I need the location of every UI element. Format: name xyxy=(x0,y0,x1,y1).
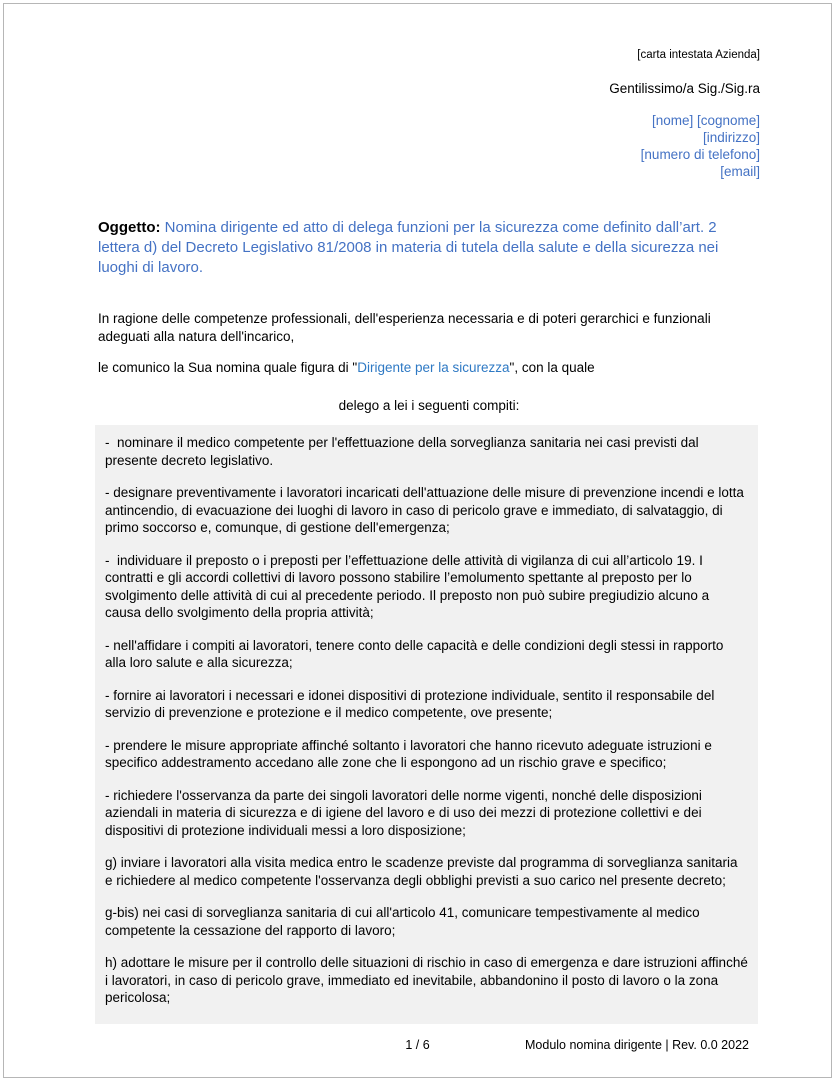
task-item: g) inviare i lavoratori alla visita medica entro le scadenze previste dal programma di sorveglianza sanitaria e richiedere al medico competente l'osservanza degli obblighi previsti a suo carico nel presente decreto; xyxy=(105,855,742,888)
footer-doc-info: Modulo nomina dirigente | Rev. 0.0 2022 xyxy=(525,1038,749,1052)
task-item: h) adottare le misure per il controllo delle situazioni di rischio in caso di emergenza e dare istruzioni affinché i lavoratori, in caso di pericolo grave, immediato ed inevitabile, abbandonino il posto di lavoro o la zona pericolosa; xyxy=(105,955,752,1005)
greeting-line: Gentilissimo/a Sig./Sig.ra xyxy=(609,81,760,96)
page-footer xyxy=(4,1037,831,1055)
task-item: - richiedere l'osservanza da parte dei singoli lavoratori delle norme vigenti, nonché delle disposizioni aziendali in materia di sicurezza e di igiene del lavoro e di uso dei mezzi di protezione collettivi e dei dispositivi di protezione individuali messi a loro disposizione; xyxy=(105,787,706,838)
task-item: - nominare il medico competente per l'effettuazione della sorveglianza sanitaria nei casi previsti dal presente decreto legislativo. xyxy=(105,435,703,468)
page-content xyxy=(4,4,831,1024)
recipient-name-placeholder: [nome] [cognome] xyxy=(651,113,760,128)
letter-page xyxy=(3,3,832,1078)
letter-header xyxy=(98,48,760,180)
subject-label: Oggetto: xyxy=(98,219,161,236)
recipient-phone-placeholder: [numero di telefono] xyxy=(640,147,760,162)
recipient-placeholders xyxy=(98,112,760,180)
task-item: - nell'affidare i compiti ai lavoratori, tenere conto delle capacità e delle condizioni degli stessi in rapporto alla loro salute e alla sicurezza; xyxy=(105,637,728,670)
task-item: - fornire ai lavoratori i necessari e idonei dispositivi di protezione individuale, sentito il responsabile del servizio di prevenzione e protezione e il medico competente, ove presente; xyxy=(105,687,719,720)
task-item: - individuare il preposto o i preposti per l’effettuazione delle attività di vigilanza di cui all’articolo 19. I contratti e gli accordi collettivi di lavoro possono stabilire l’emolumento spettante al preposto per lo svolgimento delle attività di cui al precedente periodo. Il preposto non può subire pregiudizio alcuno a causa dello svolgimento della propria attività; xyxy=(105,552,713,620)
nomina-role: Dirigente per la sicurezza xyxy=(357,360,510,375)
letterhead-placeholder: [carta intestata Azienda] xyxy=(637,49,760,61)
tasks-box xyxy=(95,425,758,1024)
task-item: g-bis) nei casi di sorveglianza sanitaria di cui all'articolo 41, comunicare tempestivamente al medico competente la cessazione del rapporto di lavoro; xyxy=(105,905,704,938)
recipient-address-placeholder: [indirizzo] xyxy=(702,130,760,145)
delego-line: delego a lei i seguenti compiti: xyxy=(338,397,520,413)
intro-paragraph-1: In ragione delle competenze professionali, dell'esperienza necessaria e di poteri gerarchici e funzionali adeguati alla natura dell'incarico, xyxy=(98,311,711,344)
subject-paragraph xyxy=(98,218,760,278)
nomina-suffix: ", con la quale xyxy=(509,360,595,375)
page-number: 1 / 6 xyxy=(405,1038,430,1052)
task-item: - designare preventivamente i lavoratori incaricati dell'attuazione delle misure di prevenzione incendi e lotta antincendio, di evacuazione dei luoghi di lavoro in caso di pericolo grave e immediato, di salvataggio, di primo soccorso e, comunque, di gestione dell'emergenza; xyxy=(105,485,748,535)
task-item: - prendere le misure appropriate affinché soltanto i lavoratori che hanno ricevuto adeguate istruzioni e specifico addestramento accedano alle zone che li espongono ad un rischio grave e specifico; xyxy=(105,737,716,770)
subject-text: Nomina dirigente ed atto di delega funzioni per la sicurezza come definito dall’art. 2 lettera d) del Decreto Legislativo 81/2008 in materia di tutela della salute e della sicurezza nei luoghi di lavoro. xyxy=(98,219,719,276)
nomina-prefix: le comunico la Sua nomina quale figura di " xyxy=(98,360,358,375)
recipient-email-placeholder: [email] xyxy=(720,164,760,179)
intro-paragraph-2 xyxy=(98,359,760,377)
